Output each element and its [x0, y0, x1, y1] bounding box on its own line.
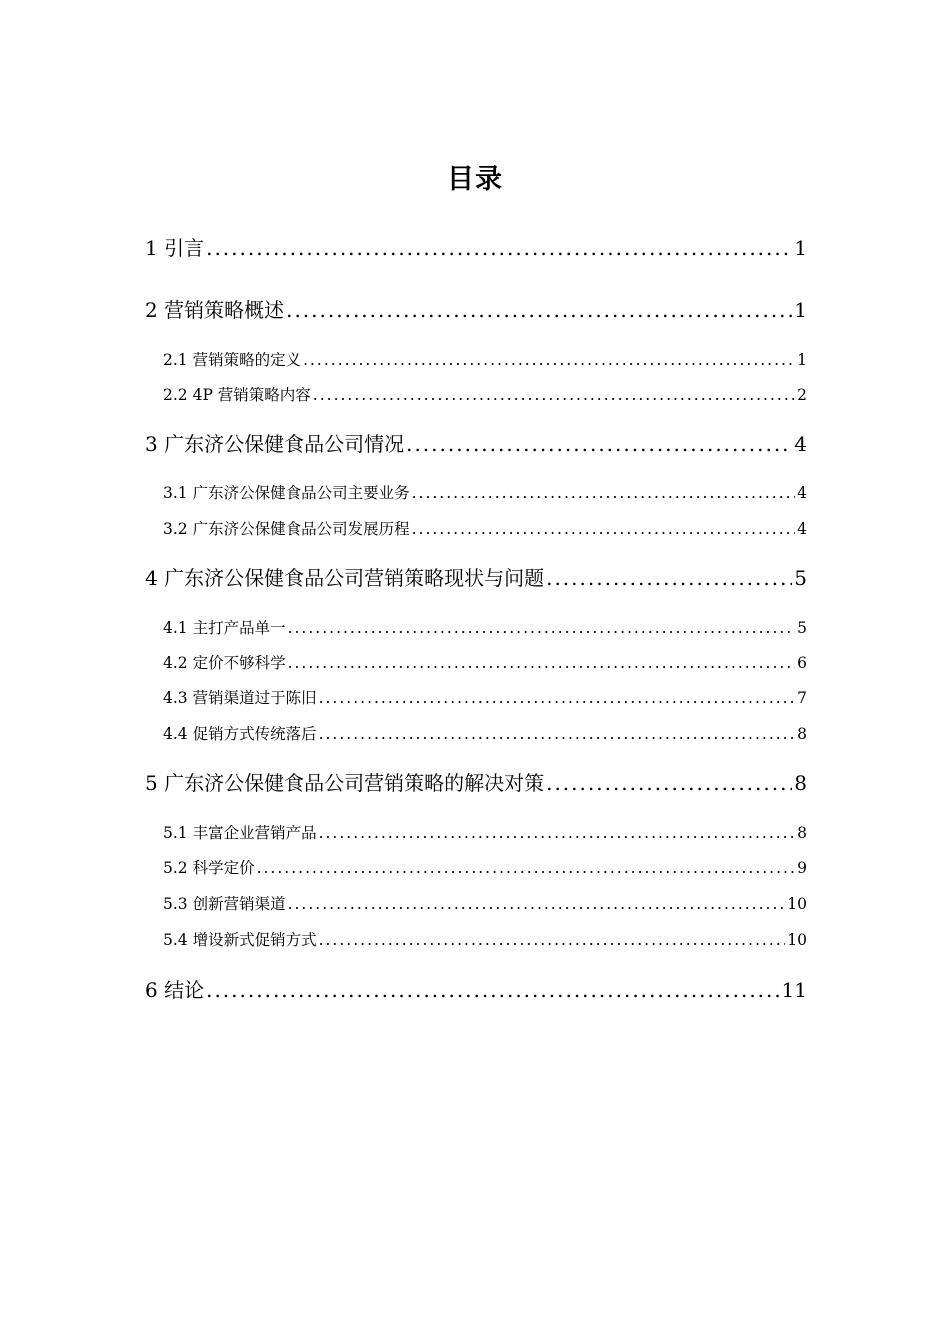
- toc-dot-leader: [319, 820, 796, 846]
- toc-entry-1[interactable]: [145, 232, 807, 264]
- toc-page-number: 8: [797, 824, 807, 842]
- toc-dot-leader: [546, 767, 792, 799]
- toc-entry-label: 5.3 创新营销渠道: [163, 895, 286, 913]
- toc-dot-leader: [319, 927, 786, 953]
- toc-page-number: 9: [797, 859, 807, 877]
- toc-entry-5-3[interactable]: [163, 891, 807, 917]
- toc-page-number: 10: [787, 895, 807, 913]
- toc-dot-leader: [319, 685, 796, 711]
- toc-page-number: 8: [794, 771, 807, 795]
- toc-page-number: 11: [781, 978, 807, 1002]
- toc-dot-leader: [288, 615, 796, 641]
- toc-dot-leader: [546, 562, 792, 594]
- toc-entry-label: 4.3 营销渠道过于陈旧: [163, 689, 317, 707]
- toc-entry-label: 5 广东济公保健食品公司营销策略的解决对策: [145, 771, 545, 795]
- toc-dot-leader: [288, 891, 786, 917]
- toc-entry-4[interactable]: [145, 562, 807, 594]
- toc-dot-leader: [406, 428, 792, 460]
- toc-entry-label: 2 营销策略概述: [145, 298, 285, 322]
- toc-page-number: 4: [794, 432, 807, 456]
- toc-entry-label: 2.1 营销策略的定义: [163, 351, 302, 369]
- toc-entry-label: 1 引言: [145, 236, 205, 260]
- toc-entry-2-1[interactable]: [163, 347, 807, 373]
- toc-page-number: 1: [797, 351, 807, 369]
- toc-entry-4-2[interactable]: [163, 650, 807, 676]
- toc-page-number: 5: [797, 619, 807, 637]
- toc-entry-4-4[interactable]: [163, 721, 807, 747]
- toc-entry-3[interactable]: [145, 428, 807, 460]
- toc-entry-label: 3.2 广东济公保健食品公司发展历程: [163, 520, 410, 538]
- toc-entry-label: 3 广东济公保健食品公司情况: [145, 432, 405, 456]
- toc-page-number: 5: [794, 566, 807, 590]
- toc-dot-leader: [319, 721, 796, 747]
- toc-page-number: 10: [787, 931, 807, 949]
- toc-entry-2-2[interactable]: [163, 382, 807, 408]
- toc-page-number: 1: [794, 298, 807, 322]
- toc-entry-label: 5.4 增设新式促销方式: [163, 931, 317, 949]
- toc-page-number: 7: [797, 689, 807, 707]
- toc-dot-leader: [303, 347, 795, 373]
- toc-entry-6[interactable]: [145, 974, 807, 1006]
- toc-dot-leader: [257, 855, 796, 881]
- toc-entry-5[interactable]: [145, 767, 807, 799]
- toc-entry-5-2[interactable]: [163, 855, 807, 881]
- toc-entry-3-1[interactable]: [163, 480, 807, 506]
- toc-page-number: 4: [797, 484, 807, 502]
- toc-dot-leader: [206, 232, 792, 264]
- toc-dot-leader: [313, 382, 795, 408]
- toc-entry-5-4[interactable]: [163, 927, 807, 953]
- toc-page-number: 1: [794, 236, 807, 260]
- toc-entry-5-1[interactable]: [163, 820, 807, 846]
- toc-dot-leader: [412, 480, 796, 506]
- toc-entry-label: 5.1 丰富企业营销产品: [163, 824, 317, 842]
- toc-entry-label: 4.4 促销方式传统落后: [163, 725, 317, 743]
- toc-entry-4-3[interactable]: [163, 685, 807, 711]
- toc-page-number: 8: [797, 725, 807, 743]
- toc-dot-leader: [288, 650, 796, 676]
- toc-entry-label: 4 广东济公保健食品公司营销策略现状与问题: [145, 566, 545, 590]
- toc-entry-label: 3.1 广东济公保健食品公司主要业务: [163, 484, 410, 502]
- toc-entry-label: 6 结论: [145, 978, 205, 1002]
- toc-page-number: 2: [797, 386, 807, 404]
- toc-entry-label: 5.2 科学定价: [163, 859, 255, 877]
- toc-entry-label: 4.1 主打产品单一: [163, 619, 286, 637]
- page-title: 目录: [447, 164, 503, 195]
- toc-entry-3-2[interactable]: [163, 516, 807, 542]
- toc-dot-leader: [286, 294, 792, 326]
- toc-entry-label: 2.2 4P 营销策略内容: [163, 386, 311, 404]
- toc-entry-4-1[interactable]: [163, 615, 807, 641]
- toc-page-number: 4: [797, 520, 807, 538]
- toc-page-number: 6: [797, 654, 807, 672]
- toc-entry-2[interactable]: [145, 294, 807, 326]
- toc-entry-label: 4.2 定价不够科学: [163, 654, 286, 672]
- toc-dot-leader: [206, 974, 779, 1006]
- toc-dot-leader: [412, 516, 796, 542]
